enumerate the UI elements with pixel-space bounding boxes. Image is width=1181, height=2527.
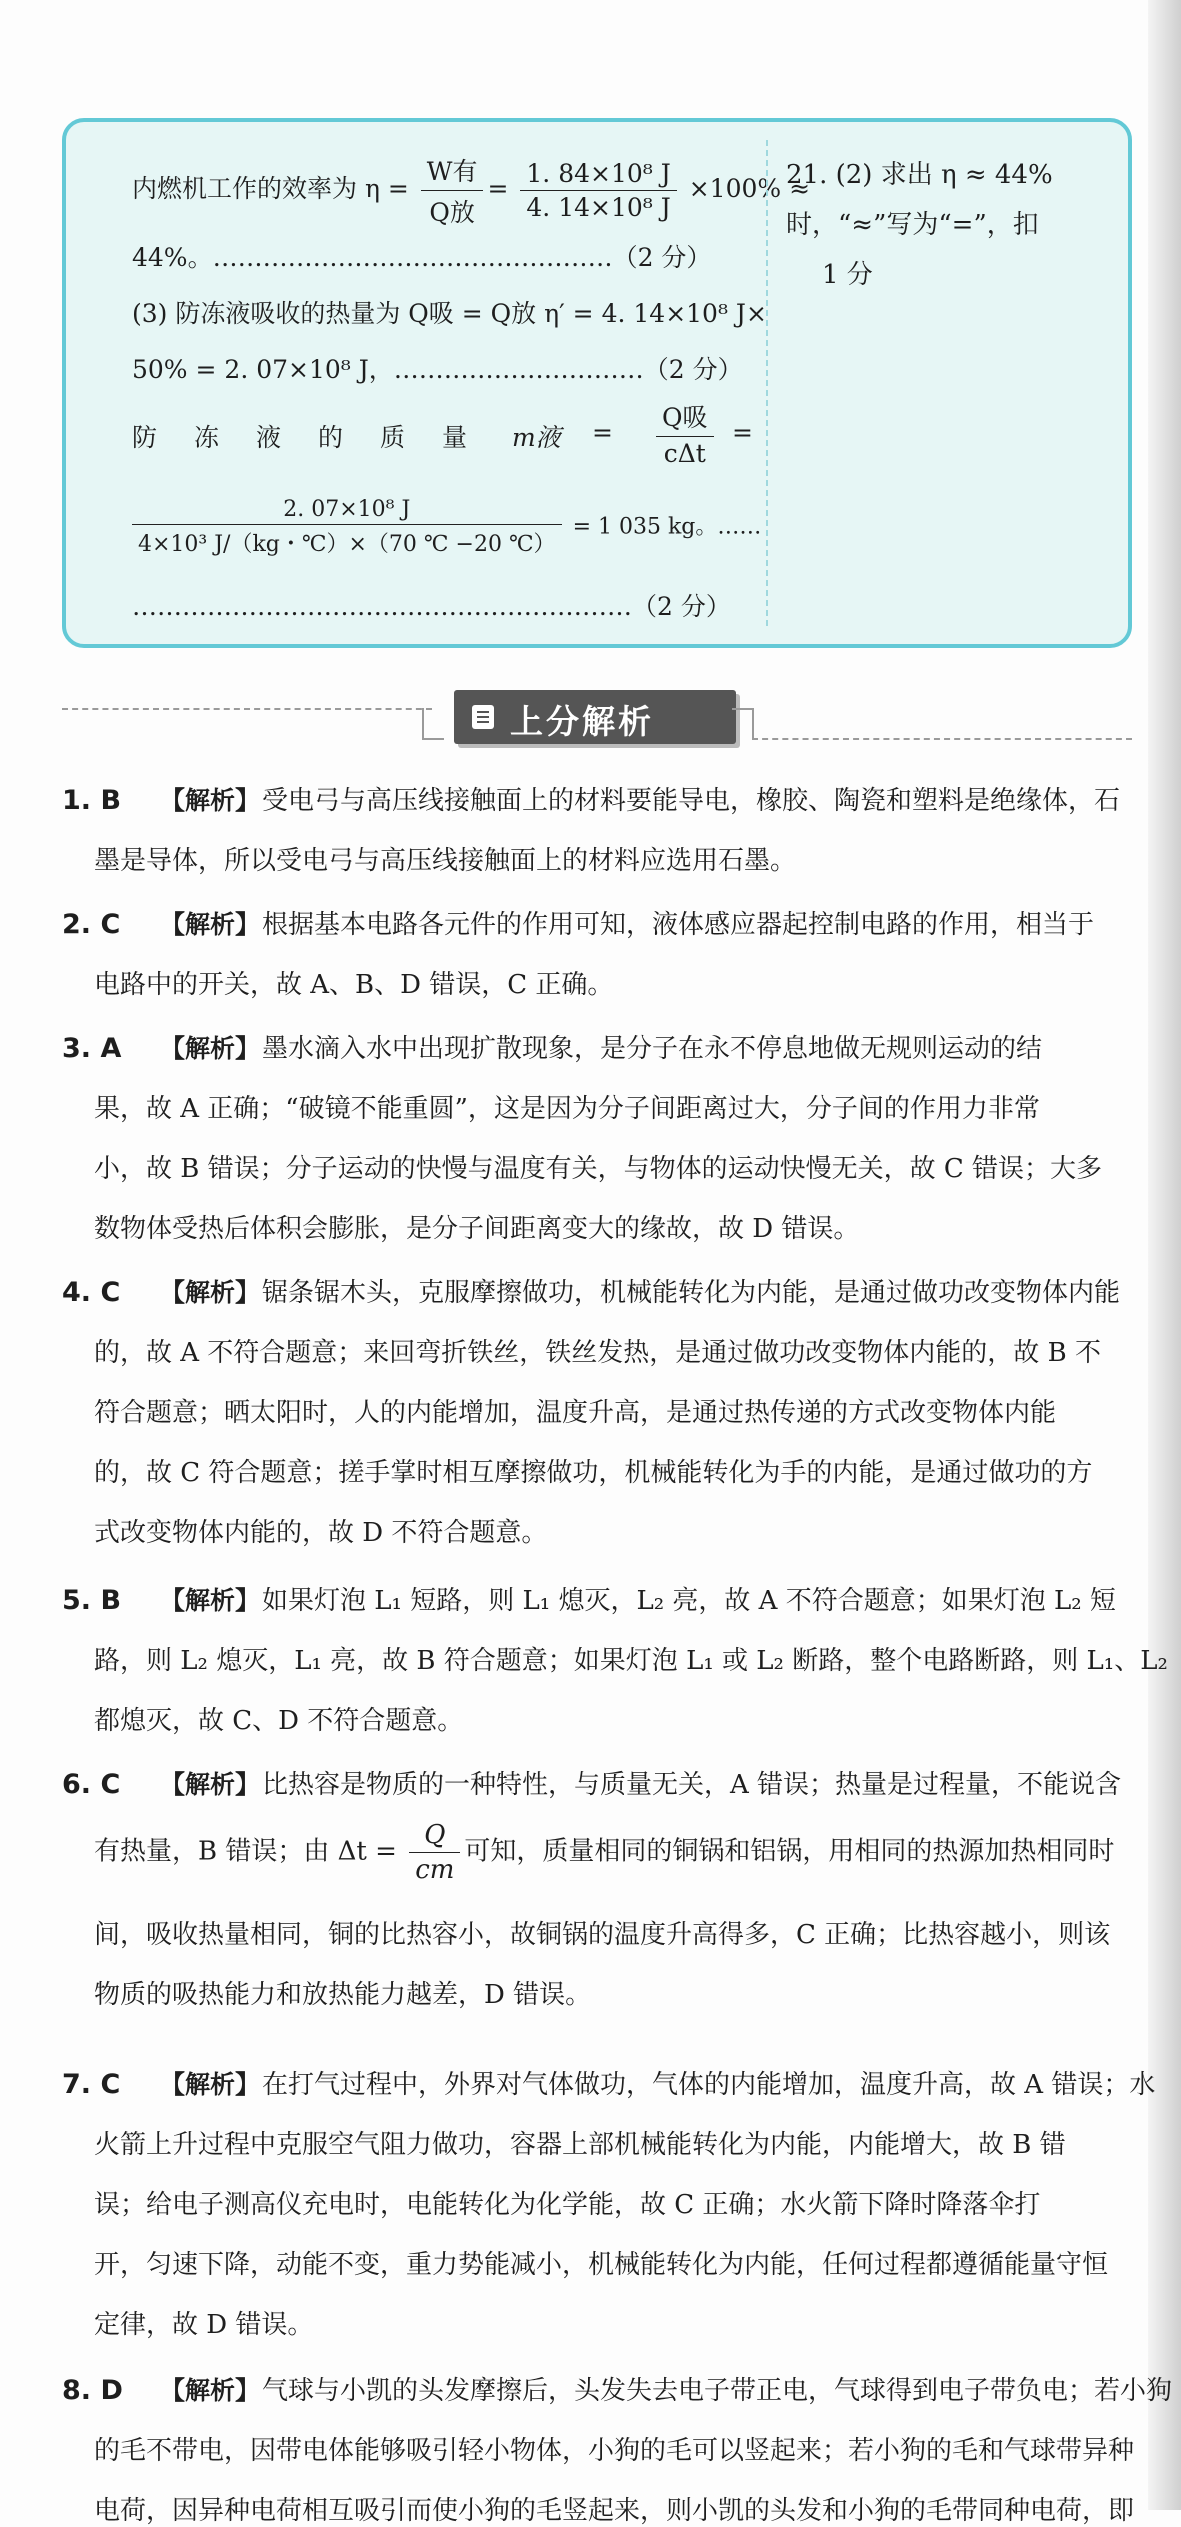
analysis-tag: 【解析】 xyxy=(160,2070,261,2099)
mass-word: 液 xyxy=(256,423,282,452)
answer-text: 果，故 A 正确；“破镜不能重圆”，这是因为分子间距离过大，分子间的作用力非常 xyxy=(94,1094,1040,1124)
answer-text: 符合题意；晒太阳时，人的内能增加，温度升高，是通过热传递的方式改变物体内能 xyxy=(94,1398,1057,1428)
analysis-tag: 【解析】 xyxy=(160,1278,261,1307)
document-icon xyxy=(472,705,494,729)
mass-word: 量 xyxy=(442,423,468,452)
answer-text: 火箭上升过程中克服空气阻力做功，容器上部机械能转化为内能，内能增大，故 B 错 xyxy=(94,2130,1066,2160)
answer-text: 的毛不带电，因带电体能够吸引轻小物体，小狗的毛可以竖起来；若小狗的毛和气球带异种 xyxy=(94,2436,1135,2466)
fraction-numerator: Q吸 xyxy=(656,398,714,437)
note-line: 21. (2) 求出 η ≈ 44% xyxy=(786,160,1053,190)
efficiency-fraction-2 xyxy=(520,159,676,222)
answer-text: 墨水滴入水中出现扩散现象，是分子在永不停息地做无规则运动的结 xyxy=(262,1034,1043,1064)
mass-calc-fraction xyxy=(132,497,562,558)
answer-text: 锯条锯木头，克服摩擦做功，机械能转化为内能，是通过做功改变物体内能 xyxy=(262,1278,1121,1308)
fraction-denominator: 4×10³ J/（kg・℃）×（70 ℃ −20 ℃） xyxy=(138,532,556,557)
answer-text: 受电弓与高压线接触面上的材料要能导电，橡胶、陶瓷和塑料是绝缘体，石 xyxy=(262,786,1121,816)
answer-number: 8. D xyxy=(62,2375,123,2406)
decor-rule xyxy=(422,708,424,738)
answer-text: 数物体受热后体积会膨胀，是分子间距离变大的缘故，故 D 错误。 xyxy=(94,1214,860,1244)
mass-word: 的 xyxy=(318,423,344,452)
answer-text: 的，故 A 不符合题意；来回弯折铁丝，铁丝发热，是通过做功改变物体内能的，故 B 不 xyxy=(94,1338,1101,1368)
answer-text: 都熄灭，故 C、D 不符合题意。 xyxy=(94,1706,464,1736)
answer-number: 2. C xyxy=(62,909,121,940)
answer-text: 电荷，因异种电荷相互吸引而使小狗的毛竖起来，则小凯的头发和小狗的毛带同种电荷，即 xyxy=(94,2496,1135,2526)
analysis-tag: 【解析】 xyxy=(160,1586,261,1615)
note-line: 1 分 xyxy=(822,260,873,290)
answer-text: 路，则 L₂ 熄灭，L₁ 亮，故 B 符合题意；如果灯泡 L₁ 或 L₂ 断路，整个电路断路，则 L₁、L₂ xyxy=(94,1646,1168,1676)
fraction-denominator: cΔt xyxy=(663,439,706,468)
answer-text: 可知，质量相同的铜锅和铝锅，用相同的热源加热相同时 xyxy=(464,1836,1115,1867)
answer-number: 7. C xyxy=(62,2069,121,2100)
grading-note xyxy=(786,150,1116,300)
box-divider xyxy=(766,140,768,626)
answer-number: 4. C xyxy=(62,1277,121,1308)
solution-box xyxy=(62,118,1132,648)
analysis-tag: 【解析】 xyxy=(160,2376,261,2405)
analysis-tag: 【解析】 xyxy=(160,786,261,815)
fraction-numerator: Q xyxy=(409,1820,460,1853)
answer-text: 的，故 C 符合题意；搓手掌时相互摩擦做功，机械能转化为手的内能，是通过做功的方 xyxy=(94,1458,1093,1488)
mass-calc-line xyxy=(132,497,761,558)
decor-rule xyxy=(62,708,432,710)
answer-text: 气球与小凯的头发摩擦后，头发失去电子带正电，气球得到电子带负电；若小狗 xyxy=(262,2376,1173,2406)
answer-text: 比热容是物质的一种特性，与质量无关，A 错误；热量是过程量，不能说含 xyxy=(262,1770,1122,1800)
answer-number: 3. A xyxy=(62,1033,122,1064)
analysis-tag: 【解析】 xyxy=(160,910,261,939)
mass-word: 冻 xyxy=(194,423,220,452)
decor-rule xyxy=(422,738,444,740)
answer-text: 物质的吸热能力和放热能力越差，D 错误。 xyxy=(94,1980,592,2010)
section-header xyxy=(62,690,1132,760)
decor-rule xyxy=(752,708,754,738)
equals-sign: = xyxy=(592,418,613,447)
answer-text-with-formula xyxy=(62,1820,1174,1885)
decor-rule xyxy=(732,708,752,710)
mass-symbol: m液 xyxy=(512,423,561,452)
mass-fraction xyxy=(656,398,714,468)
answer-number: 1. B xyxy=(62,785,122,816)
score-line: ……………………………………………………（2 分） xyxy=(132,592,731,621)
mass-word: 质 xyxy=(380,423,406,452)
answer-text: 如果灯泡 L₁ 短路，则 L₁ 熄灭，L₂ 亮，故 A 不符合题意；如果灯泡 L₂ 短 xyxy=(262,1586,1116,1616)
mass-result: = 1 035 kg。…… xyxy=(572,514,762,540)
fraction-numerator: 1. 84×10⁸ J xyxy=(520,159,676,191)
answer-text: 定律，故 D 错误。 xyxy=(94,2310,314,2340)
answer-text: 开，匀速下降，动能不变，重力势能减小，机械能转化为内能，任何过程都遵循能量守恒 xyxy=(94,2250,1109,2280)
equals-sign: = xyxy=(732,418,753,447)
mass-word: 防 xyxy=(132,423,158,452)
answer-text: 小，故 B 错误；分子运动的快慢与温度有关，与物体的运动快慢无关，故 C 错误；大多 xyxy=(94,1154,1103,1184)
fraction-denominator: cm xyxy=(415,1855,455,1885)
answer-text: 误；给电子测高仪充电时，电能转化为化学能，故 C 正确；水火箭下降时降落伞打 xyxy=(94,2190,1041,2220)
fraction-denominator: Q放 xyxy=(429,198,475,227)
section-title: 上分解析 xyxy=(510,702,654,741)
delta-t-fraction xyxy=(409,1820,460,1885)
answer-text: 式改变物体内能的，故 D 不符合题意。 xyxy=(94,1518,548,1548)
answer-text: 有热量，B 错误；由 Δt = xyxy=(94,1836,397,1867)
answer-number: 6. C xyxy=(62,1769,121,1800)
answer-text: 电路中的开关，故 A、B、D 错误，C 正确。 xyxy=(94,970,614,1000)
analysis-tag: 【解析】 xyxy=(160,1034,261,1063)
heat-absorbed-line: (3) 防冻液吸收的热量为 Q吸 = Q放 η′ = 4. 14×10⁸ J× xyxy=(132,299,767,328)
efficiency-tail: ×100% ≈ xyxy=(688,174,811,203)
efficiency-label: 内燃机工作的效率为 η = xyxy=(132,174,409,203)
answer-text: 根据基本电路各元件的作用可知，液体感应器起控制电路的作用，相当于 xyxy=(262,910,1095,940)
fraction-numerator: 2. 07×10⁸ J xyxy=(132,497,562,525)
section-title-box xyxy=(454,690,736,744)
efficiency-fraction-1 xyxy=(421,152,484,229)
answer-text: 在打气过程中，外界对气体做功，气体的内能增加，温度升高，故 A 错误；水 xyxy=(262,2070,1156,2100)
note-line: 时，“≈”写为“=”，扣 xyxy=(786,210,1039,240)
efficiency-line: 内燃机工作的效率为 η = $\frac{\text{W有}}{\text{Q放}}$ = $\frac{\text{1. 84×10⁸ J}}{\text{4. 14×10⁸ J}}$ ×100% ≈ xyxy=(132,152,810,229)
heat-result-line: 50% = 2. 07×10⁸ J，…………………………（2 分） xyxy=(132,355,743,384)
analysis-tag: 【解析】 xyxy=(160,1770,261,1799)
answer-text: 间，吸收热量相同，铜的比热容小，故铜锅的温度升高得多，C 正确；比热容越小，则该 xyxy=(94,1920,1111,1950)
efficiency-result-line: 44%。…………………………………………（2 分） xyxy=(132,243,712,272)
answer-number: 5. B xyxy=(62,1585,122,1616)
answer-text: 墨是导体，所以受电弓与高压线接触面上的材料应选用石墨。 xyxy=(94,846,797,876)
fraction-numerator: W有 xyxy=(421,152,484,191)
fraction-denominator: 4. 14×10⁸ J xyxy=(526,193,671,222)
decor-rule xyxy=(752,738,1132,740)
